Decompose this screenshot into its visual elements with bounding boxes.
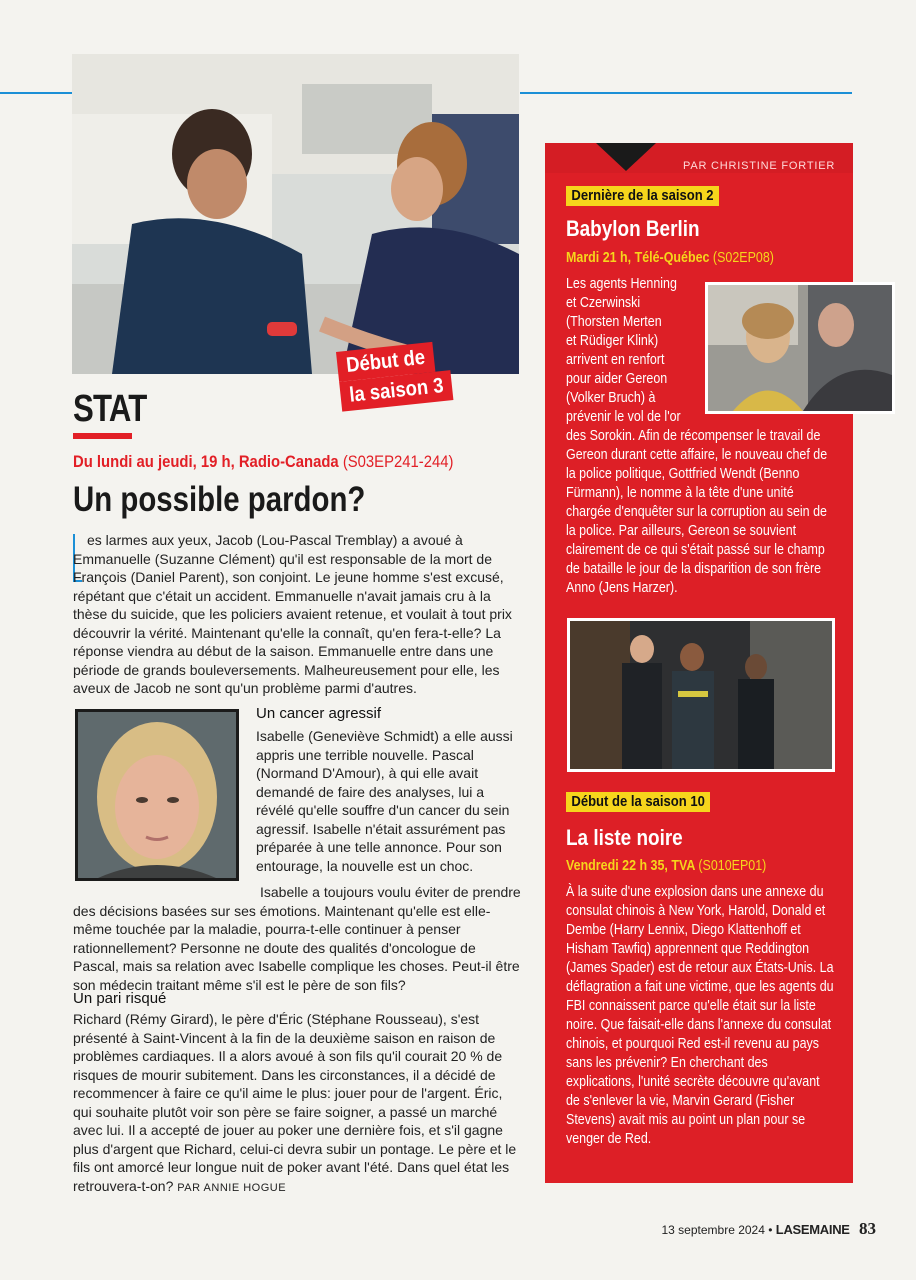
show1-line-5: arrivent en renfort (566, 352, 665, 368)
show1-wide-text: des Sorokin. Afin de récompenser le travail de Gereon durant cette affaire, le nouveau chef de la police politique, Gottfried Wendt (Benno Fürmann), le nomme à la tête d'une unité chargée d'enquêter sur la corruption au sein de la police. Par ailleurs, Gereon se souvient clairement de ce qui s'était passé sur le champ de bataille le jour de la disparition de son frère Anno (Jens Harzer). (566, 428, 828, 596)
section-cancer-paragraph-2: Isabelle a toujours voulu éviter de prendre des décisions basées sur ses émotions. Maintenant qu'elle est elle-même touchée par la maladie, pourra-t-elle continuer à penser rationnellement? Personne ne doute des qualités d'oncologue de Pascal, mais sa relation avec Isabelle complique les choses. Peut-il être son médecin traitant même s'il est le père de son fils? (73, 884, 521, 993)
isabelle-portrait (75, 709, 239, 881)
show1-line-6: pour aider Gereon (566, 371, 668, 387)
show1-tag: Dernière de la saison 2 (566, 186, 719, 206)
show1-line-7: (Volker Bruch) à (566, 390, 656, 406)
show1-line-1: Les agents Henning (566, 276, 677, 292)
main-photo (72, 54, 519, 374)
show1-line-8: prévenir le vol de l'or (566, 409, 681, 425)
stat-episode-code: (S03EP241-244) (342, 453, 454, 471)
stat-logo-underline (73, 433, 132, 439)
article-headline: Un possible pardon? (73, 480, 366, 519)
page-number: 83 (859, 1219, 876, 1238)
section-cancer-paragraph-1: Isabelle (Geneviève Schmidt) a elle aussi appris une terrible nouvelle. Pascal (Normand D'Amour), à qui elle avait demandé de faire des analyses, lui a révélé qu'elle souffre d'un cancer du sein agressif. Isabelle n'était assurément pas préparée à une telle annonce. Pour son entourage, la nouvelle est un choc. (256, 728, 513, 874)
show1-narrow-text (566, 275, 704, 427)
show2-title: La liste noire (566, 825, 683, 850)
footer-separator: • (768, 1223, 773, 1237)
stat-schedule-text: Du lundi au jeudi, 19 h, Radio-Canada (73, 453, 339, 471)
stat-schedule (73, 453, 453, 472)
show1-episode-code: (S02EP08) (712, 250, 774, 266)
intro-text: es larmes aux yeux, Jacob (Lou-Pascal Tremblay) a avoué à Emmanuelle (Suzanne Clément) qu'il est responsable de la mort de François (Daniel Parent), son conjoint. Le jeune homme s'est excusé, répétant que c'était un accident. Emmanuelle n'avait jamais cru à la thèse du suicide, que les policiers avaient retenue, et voulait à tout prix découvrir la vérité. Maintenant qu'elle la connaît, qu'en fera-t-elle? La réponse viendra au début de la saison. Emmanuelle entre dans une période de grands bouleversements. Malheureusement pour elle, les aveux de Jacob ne sont qu'un problème parmi d'autres. (73, 532, 512, 696)
show2-tag: Début de la saison 10 (566, 792, 710, 812)
show1-schedule (566, 250, 774, 266)
panel-notch (596, 143, 656, 171)
top-rule-right (520, 92, 852, 94)
badge-line-1: Début de (336, 342, 435, 382)
show2-schedule-text: Vendredi 22 h 35, TVA (566, 858, 695, 874)
babylon-berlin-photo (705, 282, 895, 414)
show1-schedule-text: Mardi 21 h, Télé-Québec (566, 250, 710, 266)
badge-line-2: la saison 3 (339, 370, 454, 412)
article-byline: PAR ANNIE HOGUE (177, 1181, 287, 1194)
intro-paragraph (73, 531, 513, 698)
panel-credit: PAR CHRISTINE FORTIER (683, 160, 836, 172)
la-liste-noire-photo (567, 618, 835, 772)
show2-episode-code: (S010EP01) (698, 858, 767, 874)
section-cancer-title: Un cancer agressif (256, 705, 382, 722)
section-pari-paragraph (73, 1010, 523, 1197)
section-pari-text: Richard (Rémy Girard), le père d'Éric (Stéphane Rousseau), s'est présenté à Saint-Vincent à la fin de la deuxième saison en raison de problèmes cardiaques. Il a alors avoué à son fils qu'il courait 20 % de risques de mourir subitement. Dans les circonstances, il a décidé de recommencer à faire ce qu'il aime le plus: jouer pour de l'argent. Éric, qui souhaite plutôt voir son père se faire soigner, a passé un marché avec lui. Il a accepté de jouer au poker une dernière fois, et s'il gagne plus d'argent que Richard, celui-ci devra subir un pontage. Le père et le fils ont amorcé leur longue nuit de poker avant l'été. Dans quel état les retrouvera-t-on? (73, 1011, 517, 1194)
show1-line-4: et Rüdiger Klink) (566, 333, 659, 349)
magazine-name: LASEMAINE (775, 1222, 850, 1237)
show2-schedule (566, 858, 766, 874)
show1-line-3: (Thorsten Merten (566, 314, 662, 330)
page-footer (662, 1219, 877, 1239)
issue-date: 13 septembre 2024 (661, 1223, 765, 1237)
section-pari-title: Un pari risqué (73, 990, 167, 1007)
show1-title: Babylon Berlin (566, 216, 700, 241)
top-rule-left (0, 92, 72, 94)
show1-line-2: et Czerwinski (566, 295, 641, 311)
show2-text: À la suite d'une explosion dans une annexe du consulat chinois à New York, Harold, Donald et Dembe (Harry Lennix, Diego Klattenhoff et Hisham Tawfiq) apprennent que Reddington (James Spader) est de retour aux États-Unis. La déflagration a fait une victime, que les agents du FBI connaissent parce qu'elle était sur la liste noire. Que faisait-elle dans l'annexe du consulat chinois, et pourquoi Red est-il revenu au pays sans les prévenir? En cherchant des explications, l'unité secrète découvre qu'avant de s'enlever la vie, Marvin Gerard (Fisher Stevens) avait mis au point un plan pour se venger de Red. (566, 884, 834, 1147)
stat-logo: STAT (73, 388, 147, 430)
